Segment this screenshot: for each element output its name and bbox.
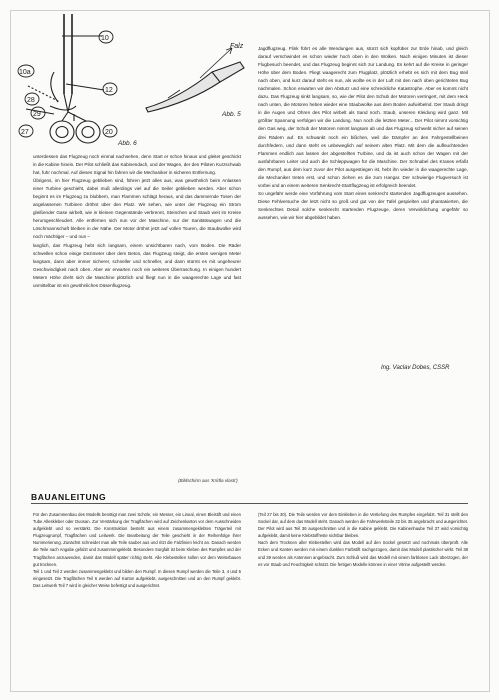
fig5-label-falz: Falz [230,43,244,50]
fig6-label-27: 27 [21,129,29,136]
fig6-label-12: 12 [105,87,113,94]
article-right-column: Jagdflugzeug. Flink führt es alle Wendungen aus, stürzt sich kopfüber zur Erde hinab, und gleich darauf verschwindet es schon wieder hoch oben in den Wolken. Nach einigen Minuten ist dieser Flugbesuch beendet, und das Flugzeug beginnt sich zur Landung. Es kehrt auf die Kreise in geringer Höhe über dem Boden. Fliegt waagerecht zum Flugplatz, plötzlich erhebt es sich mit dem Bug steil nach oben, und kurz darauf steht es nun, als wollte es in der Luft mit den nach oben gerichteten Bug nachmalen. Schon erwarten wir den Absturz und eine schreckliche Katastrophe. Aber es kommt nicht dazu. Das Flugzeug sinkt langsam, so, wie der Pilot den Schub der Motoren verringert, mit dem Heck nach unten, die Motoren heben wieder eine Staubwolke aus dem Boden aufwirbelnd. Der Staub dringt in die Augen und Ohren des Pilot wirbelt als Sand noch. Staub, unseren Kleidung wird ganz. Mit größter Spannung verfolgen wir die Landung. Nun noch die letzten Meter... Der Pilot nimmt vorsichtig den Gas weg, der Schub der Motoren nimmt langsam ab und das Flugzeug schwebt sicher auf seinen drei Rädern auf. Es schwankt noch ein bißchen, weil die Dämpfer an den Fahrgestellbeinen durchfedern, und dann steht es unbeweglich auf seinem alten Platz. Mit dem die aufleuchtenden Flammen endlich aus lassen der abgestellten Turbine, und da ist auch schon der Wagen mit der ausfahrbaren Leiter und auch die Schleppwagen für die Maschine. Der Schnabel des Kranes erfaßt den Rumpf, aus dem kurz zuvor der Pilot ausgestiegen ist, hebt ihn wieder in die waagerechte Lage, die Mechaniker treten erst, und schon ziehen es die zum Hangar. Der schwierige Flugversuch ist vorbei und an einem weiteren Senkrecht-Startflugzeug ist erfolgreich beendet. So ungefähr werde eine Vorführung vom Start eines senkrecht startenden Jagdflugzeuges aussehen. Diese Fehlversuche der letzt nicht so groß und gut von der Tafel gespielten und phantasierten, die Senkrechtes Detail solche senkrecht startenden Flugzeuge, deren Verwirklichung ungefähr so aussehen, wie wir hier abgebildet haben. [258,46,468,220]
fig5-caption: Abb. 5 [222,111,241,118]
author-signature: Ing. Vaclav Dobes, CSSR [381,365,450,371]
instructions-left-column: Für den Zusammenbau des Modells benötigt man zwei Schöle, ein Messer, ein Lineal, einen Bleistift und einen Tube Alleskleber oder Duosan. Zur Verstärkung der Tragflächen wird auf Zeichenkarton vor dem Ausschneiden aufgeklebt und so verstärkt. Die Konstruktion besteht aus einem zusammengeklebten Trägerteil mit Flugzeugrumpf, Tragflächen und Leitwerk. Die Bearbeitung der Teile geschieht in der Reihenfolge ihrer Nummerierung. Zunächst schneidet man alle Teile sauber aus und ritzt die Falzlinien leicht an. Danach werden die Teile nach Angabe gefalzt und zusammengeklebt. Besondere Sorgfalt ist beim Kleben des Rumpfes und der Tragflächen anzuwenden, damit das Modell später richtig steht. Alle Klebestellen sollen vor dem Weiterbauen gut trocknen. Teil 1 und Teil 2 werden zusammengeklebt und bilden den Rumpf. In diesen Rumpf werden die Teile 3, 4 und 5 eingesetzt. Die Tragflächen Teil 6 werden auf Karton aufgeklebt, ausgeschnitten und an den Rumpf geklebt. Das Leitwerk Teil 7 wird in gleicher Weise befestigt und ausgerichtet. [33,512,241,588]
section-heading: BAUANLEITUNG [31,492,107,502]
article-left-column: unterdessen das Flugzeug noch einmal nachsehen, denn Start er schon hinaus und gleitet geschickt in die Kabine hinein. Der Pilot schließt das Kabinendach, und der Wagen, der den Piloten Kurzschwab hat, fuhr nochmal. Auf dieses Signal hin fahren wir die Mechaniker in sicheren Entfernung. Übrigens, im hier Flugzeug geblieben sind, führen jetzt alles aus, was gewöhnlich beim Anlassen einer Turbine geschieht, dabei muß allerdings viel auf die Seiler geblieben werden. Aber schon beginnt es im Flugzeug zu blubbern, man Flammen schlägt heraus, und das dammernde Tosen der angelassenen Turbinen dröhnt über den Platz. Wir sehen, wie unter der Flugzeug ein Strom gleißender Gase wirbelt, wie in kleinen Gegenstände verbrennt, Steinchen und Staub weit im Kreise herumgeschleudert. Alle entfernen sich nun vor der Maschine, nur der Sanitätswagen und die Löschmannschaft bleiben in der Nähe. Der Motor dröhnt jetzt auf vollen Touren, die Staubwolke wird noch mächtiger – und nun – langlich, das Flugzeug hebt sich langsam, einem unsichtbaren nach, vom Boden. Die Räder schwellen schon einige Dezimeter über dem Beton, das Flugzeug steigt, die ersten wenigen Meter langsam, dann aber immer sicherer, schneller und schneller, und dann stürmt es mit ungeheurer Geschwindigkeit nach oben. Aber wir erwarten noch ein weiteres Überraschung. In einigen hundert Metern Höhe dreht sich die Maschine plötzlich und fliegt nun in die waagerechte Lage und fast unmittelbar ist ein gewöhnliches Düsenflugzeug. [33,154,241,288]
fig6-label-28: 28 [27,97,35,104]
fig6-label-20: 20 [105,129,113,136]
source-caption: (Bildschirm aus 'Krídla vlasti') [178,478,238,483]
heading-divider [31,503,468,504]
fig6-label-29: 29 [33,111,41,118]
figure-6-diagram [14,14,144,149]
figure-5-diagram [140,38,255,128]
instructions-right-column: (Teil 27 bis 30). Die Teile werden vor dem Einkleben in die Vertiefung des Rumpfes eingefalzt. Teil 31 stellt den Sockel dar, auf dem das Modell steht. Danach werden die Fahrwerksteile 32 bis 35 angebracht und ausgerichtet. Der Pilot wird aus Teil 36 ausgeschnitten und in die Kabine geklebt. Die Kabinenhaube Teil 37 wird vorsichtig aufgeklebt, damit keine Klebstoffreste sichtbar bleiben. Nach dem Trocknen aller Klebestellen wird das Modell auf den Sockel gesetzt und nochmals überprüft. Alle Ecken und Kanten werden mit einem dunklen Farbstift nachgezogen, damit das Modell plastischer wirkt. Teil 38 und 39 werden als Antennen angebracht. Zum Schluß wird das Modell mit einem farblosen Lack überzogen, der es vor Staub und Feuchtigkeit schützt. Die fertigen Modelle können in einer Vitrine aufgestellt werden. [258,512,468,567]
fig6-label-10a: 10a [19,69,31,76]
fig6-caption: Abb. 6 [118,140,137,147]
fig6-label-10: 10 [101,35,109,42]
